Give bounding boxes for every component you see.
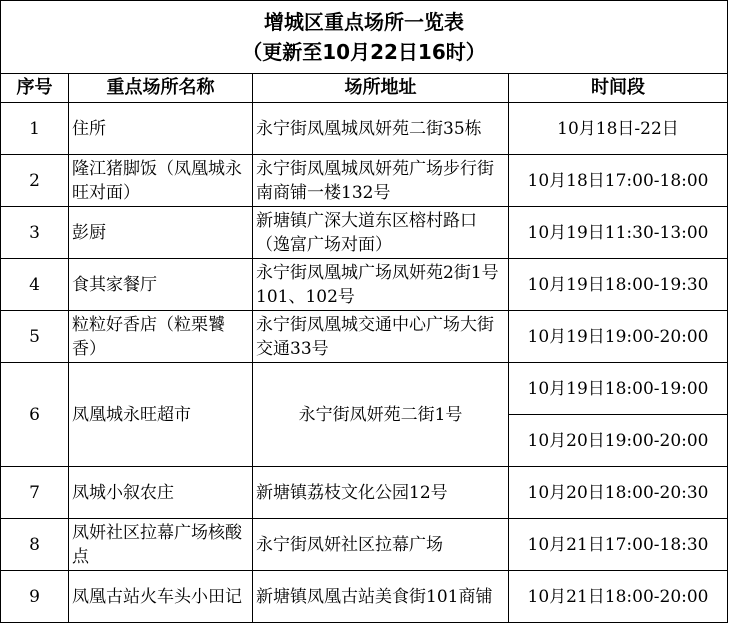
- table-row: [1, 155, 728, 207]
- row-address: 新塘镇广深大道东区榕村路口（逸富广场对面）: [253, 207, 509, 259]
- table-row: [1, 103, 728, 155]
- header-index: 序号: [1, 74, 69, 103]
- row-index: 7: [1, 467, 69, 519]
- table-row: [1, 519, 728, 571]
- row-index: 4: [1, 259, 69, 311]
- row-time: 10月20日18:00-20:30: [509, 467, 728, 519]
- row-address: 永宁街凤凰城凤妍苑二街35栋: [253, 103, 509, 155]
- header-time: 时间段: [509, 74, 728, 103]
- row-address: 永宁街凤凰城交通中心广场大街交通33号: [253, 311, 509, 363]
- row-address: 永宁街凤妍社区拉幕广场: [253, 519, 509, 571]
- row-name: 隆江猪脚饭（凤凰城永旺对面）: [69, 155, 253, 207]
- row-index: 2: [1, 155, 69, 207]
- row-time: 10月21日18:00-20:00: [509, 571, 728, 623]
- header-address: 场所地址: [253, 74, 509, 103]
- row-index: 9: [1, 571, 69, 623]
- row-name: 粒粒好香店（粒栗饕香）: [69, 311, 253, 363]
- table-row: [1, 363, 728, 415]
- row-index: 8: [1, 519, 69, 571]
- title-line-2: （更新至10月22日16时）: [242, 40, 486, 64]
- table-row: [1, 467, 728, 519]
- row-name: 凤凰古站火车头小田记: [69, 571, 253, 623]
- row-index: 6: [1, 363, 69, 467]
- table-row: [1, 207, 728, 259]
- row-name: 住所: [69, 103, 253, 155]
- row-address: 永宁街凤凰城凤妍苑广场步行街南商铺一楼132号: [253, 155, 509, 207]
- title-line-1: 增城区重点场所一览表: [264, 10, 464, 34]
- table-row: [1, 259, 728, 311]
- header-row: [1, 74, 728, 103]
- row-name: 食其家餐厅: [69, 259, 253, 311]
- row-index: 5: [1, 311, 69, 363]
- row-time: 10月21日17:00-18:30: [509, 519, 728, 571]
- row-address: 新塘镇荔枝文化公园12号: [253, 467, 509, 519]
- row-index: 1: [1, 103, 69, 155]
- row-time: 10月19日19:00-20:00: [509, 311, 728, 363]
- table-row: [1, 311, 728, 363]
- row-index: 3: [1, 207, 69, 259]
- row-name: 彭厨: [69, 207, 253, 259]
- row-address: 永宁街凤凰城广场凤妍苑2街1号101、102号: [253, 259, 509, 311]
- row-time: 10月19日11:30-13:00: [509, 207, 728, 259]
- row-name: 凤城小叙农庄: [69, 467, 253, 519]
- table-row: [1, 571, 728, 623]
- title-row: [1, 1, 728, 74]
- row-time: 10月18日-22日: [509, 103, 728, 155]
- row-time: 10月20日19:00-20:00: [509, 415, 728, 467]
- row-time: 10月19日18:00-19:30: [509, 259, 728, 311]
- row-address: 新塘镇凤凰古站美食街101商铺: [253, 571, 509, 623]
- header-name: 重点场所名称: [69, 74, 253, 103]
- row-address: 永宁街凤妍苑二街1号: [253, 363, 509, 467]
- row-name: 凤妍社区拉幕广场核酸点: [69, 519, 253, 571]
- row-time: 10月19日18:00-19:00: [509, 363, 728, 415]
- row-time: 10月18日17:00-18:00: [509, 155, 728, 207]
- table-title: [1, 1, 728, 74]
- row-name: 凤凰城永旺超市: [69, 363, 253, 467]
